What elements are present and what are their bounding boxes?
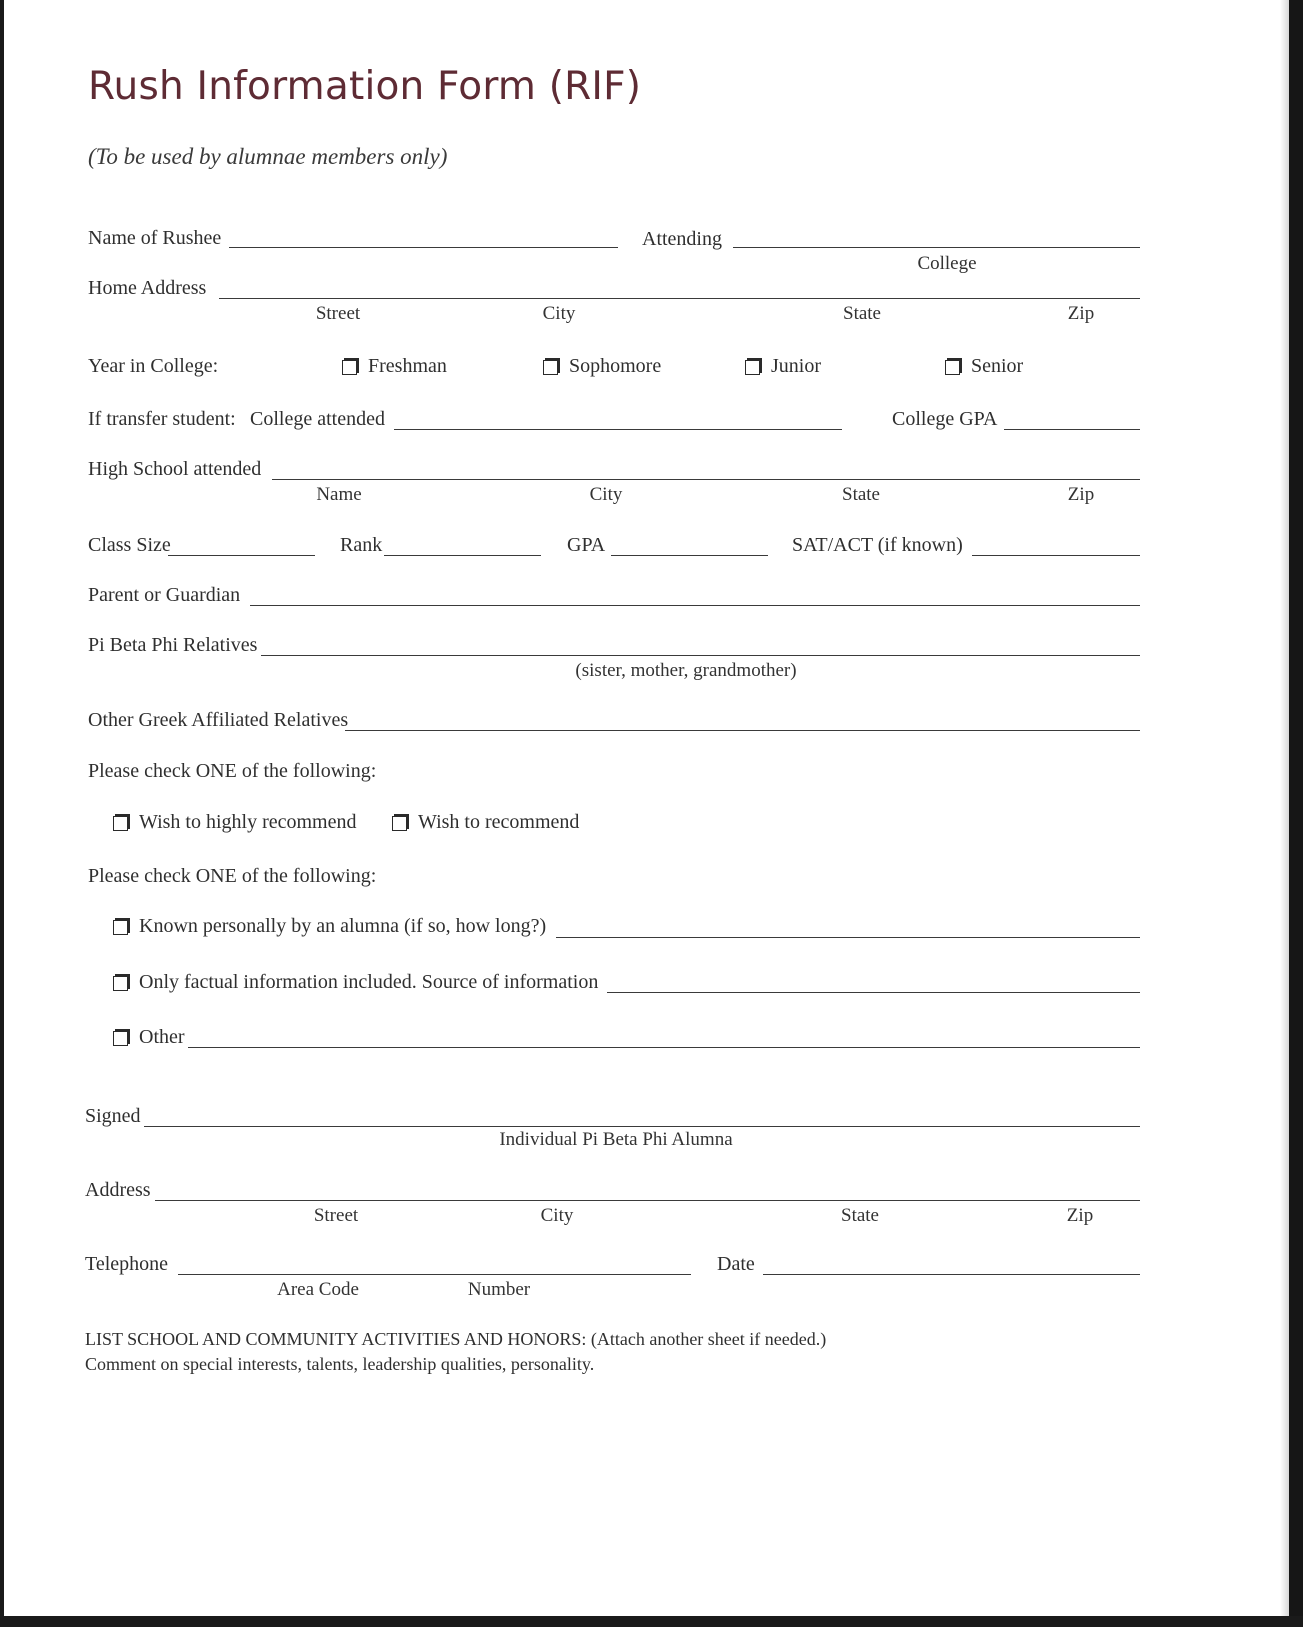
high-school-name-caption: Name xyxy=(316,484,362,505)
address-street-caption: Street xyxy=(313,1205,359,1226)
parent-field[interactable] xyxy=(250,605,1140,606)
page-edge-left xyxy=(0,0,4,1627)
checkbox-icon[interactable] xyxy=(392,816,407,831)
checkbox-icon[interactable] xyxy=(113,816,128,831)
high-school-state-caption: State xyxy=(842,484,880,505)
transfer-gpa-label: College GPA xyxy=(892,408,998,430)
known-personally-field[interactable] xyxy=(556,937,1140,938)
relatives-field[interactable] xyxy=(261,655,1140,656)
address-state-caption: State xyxy=(841,1205,879,1226)
year-option-senior[interactable]: Senior xyxy=(945,354,1023,378)
date-label: Date xyxy=(717,1253,755,1275)
signed-label: Signed xyxy=(85,1105,141,1127)
checkbox-icon[interactable] xyxy=(745,360,760,375)
other-option[interactable]: Other xyxy=(113,1025,185,1049)
home-address-label: Home Address xyxy=(88,277,207,299)
transfer-label: If transfer student: xyxy=(88,408,236,430)
checkbox-icon[interactable] xyxy=(543,360,558,375)
recommend-prompt: Please check ONE of the following: xyxy=(88,760,377,782)
address-label: Address xyxy=(85,1179,151,1201)
factual-info-source-field[interactable] xyxy=(607,992,1140,993)
page-edge-right xyxy=(1289,0,1303,1627)
address-city-caption: City xyxy=(540,1205,574,1226)
highly-recommend-option[interactable]: Wish to highly recommend xyxy=(113,810,357,834)
relatives-label: Pi Beta Phi Relatives xyxy=(88,634,258,656)
address-zip-caption: Zip xyxy=(1066,1205,1094,1226)
source-prompt: Please check ONE of the following: xyxy=(88,865,377,887)
form-subtitle: (To be used by alumnae members only) xyxy=(88,144,448,169)
form-title: Rush Information Form (RIF) xyxy=(88,64,642,109)
greek-relatives-field[interactable] xyxy=(345,730,1140,731)
checkbox-icon[interactable] xyxy=(113,1031,128,1046)
year-option-sophomore[interactable]: Sophomore xyxy=(543,354,661,378)
home-address-city-caption: City xyxy=(542,303,576,324)
checkbox-icon[interactable] xyxy=(113,920,128,935)
checkbox-icon[interactable] xyxy=(945,360,960,375)
gpa-field[interactable] xyxy=(611,555,768,556)
high-school-field[interactable] xyxy=(272,479,1140,480)
area-code-caption: Area Code xyxy=(277,1279,359,1300)
attending-label: Attending xyxy=(642,228,722,250)
gpa-label: GPA xyxy=(567,534,606,556)
number-caption: Number xyxy=(467,1279,531,1300)
home-address-street-caption: Street xyxy=(315,303,361,324)
year-option-freshman[interactable]: Freshman xyxy=(342,354,447,378)
signature-field[interactable] xyxy=(144,1126,1140,1127)
page-edge-bottom xyxy=(0,1616,1303,1627)
date-field[interactable] xyxy=(763,1274,1140,1275)
transfer-gpa-field[interactable] xyxy=(1004,429,1140,430)
activities-comment: Comment on special interests, talents, leadership qualities, personality. xyxy=(85,1354,595,1374)
attending-college-caption: College xyxy=(917,253,977,274)
checkbox-icon[interactable] xyxy=(342,360,357,375)
high-school-city-caption: City xyxy=(589,484,623,505)
transfer-college-label: College attended xyxy=(250,408,385,430)
activities-heading: LIST SCHOOL AND COMMUNITY ACTIVITIES AND HONORS: (Attach another sheet if needed.) xyxy=(85,1329,827,1349)
page-edge-shadow xyxy=(1280,0,1289,1627)
transfer-college-field[interactable] xyxy=(394,429,842,430)
factual-info-option[interactable]: Only factual information included. Source of information xyxy=(113,970,598,994)
telephone-label: Telephone xyxy=(85,1253,169,1275)
other-field[interactable] xyxy=(188,1047,1140,1048)
home-address-zip-caption: Zip xyxy=(1067,303,1095,324)
class-size-label: Class Size xyxy=(88,534,171,556)
attending-field[interactable] xyxy=(733,247,1140,248)
relatives-caption: (sister, mother, grandmother) xyxy=(575,660,797,681)
high-school-label: High School attended xyxy=(88,458,262,480)
year-option-junior[interactable]: Junior xyxy=(745,354,821,378)
high-school-zip-caption: Zip xyxy=(1067,484,1095,505)
sat-act-field[interactable] xyxy=(972,555,1140,556)
year-label: Year in College: xyxy=(88,355,219,377)
sat-act-label: SAT/ACT (if known) xyxy=(792,534,963,556)
telephone-field[interactable] xyxy=(178,1274,691,1275)
address-field[interactable] xyxy=(155,1200,1140,1201)
greek-relatives-label: Other Greek Affiliated Relatives xyxy=(88,709,349,731)
signed-caption: Individual Pi Beta Phi Alumna xyxy=(499,1129,733,1150)
rushee-name-field[interactable] xyxy=(229,247,618,248)
class-size-field[interactable] xyxy=(168,555,315,556)
home-address-field[interactable] xyxy=(219,298,1140,299)
rank-field[interactable] xyxy=(384,555,541,556)
parent-label: Parent or Guardian xyxy=(88,584,241,606)
rushee-name-label: Name of Rushee xyxy=(88,227,222,249)
known-personally-option[interactable]: Known personally by an alumna (if so, how long?) xyxy=(113,914,546,938)
home-address-state-caption: State xyxy=(843,303,881,324)
recommend-option[interactable]: Wish to recommend xyxy=(392,810,579,834)
checkbox-icon[interactable] xyxy=(113,976,128,991)
rank-label: Rank xyxy=(340,534,383,556)
